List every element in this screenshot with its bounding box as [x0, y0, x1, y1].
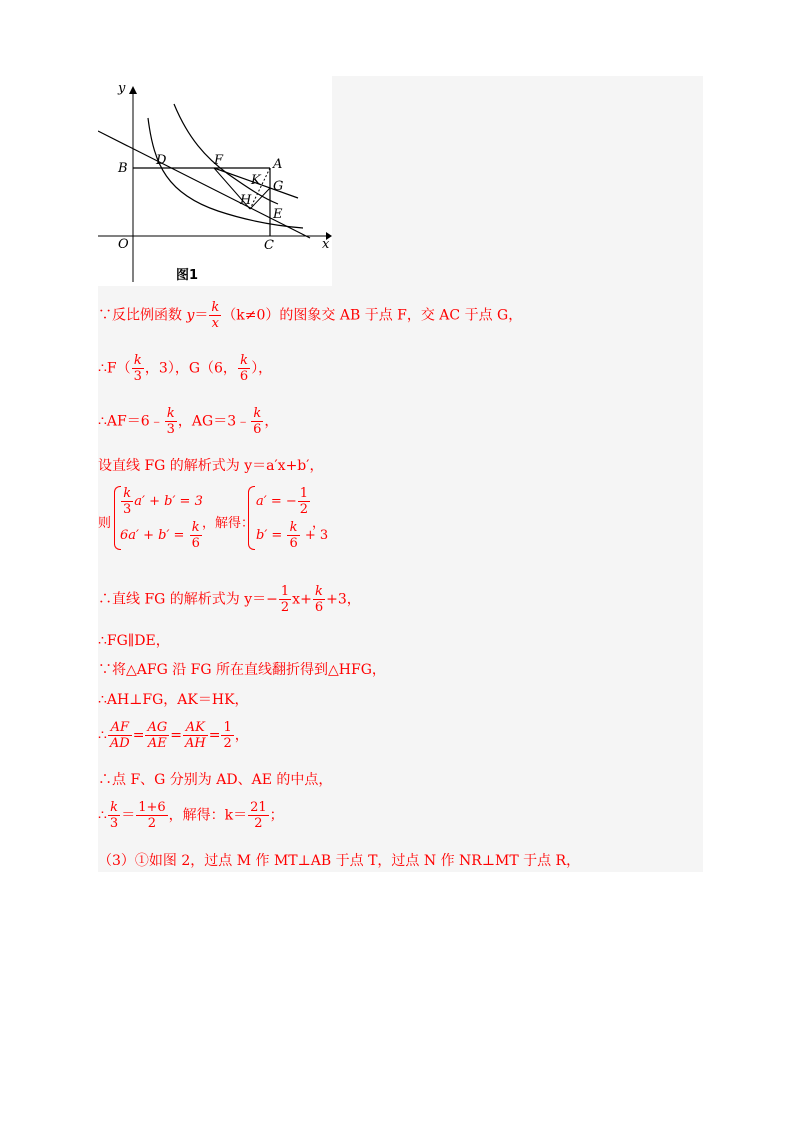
line-9: ∴AH⊥FG，AK＝HK， [98, 692, 249, 708]
label-d: D [156, 153, 167, 168]
equation-2: 6a′ + b′ = $\frac{k}{6}$ [120, 520, 200, 551]
line-1: ∵反比例函数 y＝ $\frac{k}{x}$ （k≠0）的图象交 AB 于点 F，交 AC 于点 G， [98, 300, 523, 331]
label-x: x [322, 237, 330, 252]
line-11: ∴点 F、G 分别为 AD、AE 的中点， [98, 772, 333, 788]
label-b: B [118, 161, 128, 176]
solution-2: b′ = $\frac{k}{6}$ + 3 [256, 520, 329, 551]
right-brace [248, 486, 255, 550]
label-f: F [214, 153, 224, 168]
fraction: $\frac{k}{6}$ [253, 406, 262, 437]
line-8: ∵将△AFG 沿 FG 所在直线翻折得到△HFG， [98, 662, 386, 678]
fraction: $\frac{k}{3}$ [133, 353, 142, 384]
line-10: ∴ $\frac{AF}{AD}$ = $\frac{AG}{AE}$ = $\frac{AK}{AH}$ = $\frac{1}{2}$ ， [98, 720, 249, 751]
figure-1-diagram [98, 76, 332, 286]
line-12: ∴ $\frac{k}{3}$ ＝ $\frac{1+6}{2}$ ，解得：k＝ $\frac{21}{2}$ ； [98, 800, 284, 831]
label-a: A [273, 157, 283, 172]
line-6: ∴直线 FG 的解析式为 y＝− $\frac{1}{2}$ x+ $\frac{k}{6}$ +3， [98, 584, 361, 615]
label-o: O [118, 237, 129, 252]
line-7: ∴FG∥DE， [98, 633, 170, 649]
label-k: K [251, 173, 261, 188]
figure-1 [98, 76, 332, 286]
label-h: H [240, 193, 252, 208]
fraction: $\frac{1}{2}$ [280, 584, 290, 615]
line-5-system: 则 $\frac{k}{3}$ a′ + b′ = 3 6a′ + b′ = $\frac{k}{6}$ ，解得： a′ = − $\frac{1}{2}$ b′ = $\frac{k}{6}$ + 3 ， [98, 486, 329, 551]
line-13: （3）①如图 2，过点 M 作 MT⊥AB 于点 T，过点 N 作 NR⊥MT 于点 R， [98, 853, 581, 869]
fraction: $\frac{k}{x}$ [211, 300, 220, 331]
equation-1: $\frac{k}{3}$ a′ + b′ = 3 [123, 486, 203, 517]
line-3: ∴AF＝6﹣ $\frac{k}{3}$ ，AG＝3﹣ $\frac{k}{6}$ ， [98, 406, 279, 437]
label-y: y [118, 81, 126, 96]
y-axis-arrow [129, 86, 137, 94]
line-4: 设直线 FG 的解析式为 y＝a′x+b′， [98, 458, 324, 474]
fraction: $\frac{k}{6}$ [239, 353, 249, 384]
figure-caption: 图1 [176, 268, 199, 283]
label-c: C [264, 238, 274, 253]
label-g: G [273, 179, 284, 194]
hyperbola-outer [174, 104, 278, 204]
line-2: ∴F（ $\frac{k}{3}$ ，3），G（6， $\frac{k}{6}$ ）， [98, 353, 273, 384]
solution-1: a′ = − $\frac{1}{2}$ [256, 486, 309, 517]
fraction: $\frac{k}{6}$ [314, 584, 324, 615]
label-e: E [273, 207, 283, 222]
fraction: $\frac{k}{3}$ [166, 406, 175, 437]
